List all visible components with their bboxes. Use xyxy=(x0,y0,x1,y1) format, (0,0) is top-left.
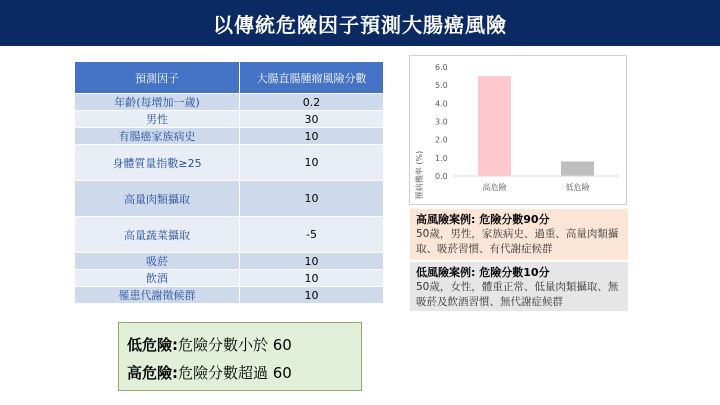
table-row xyxy=(75,94,384,111)
factor-cell: 高量肉類攝取 xyxy=(75,181,240,217)
high-risk-case-box xyxy=(410,209,628,260)
low-risk-case-box xyxy=(410,262,628,311)
low-risk-line xyxy=(127,331,361,359)
risk-threshold-summary xyxy=(118,322,362,391)
low-case-title: 低風險案例: 危險分數10分 xyxy=(416,266,550,279)
slide-title: 以傳統危險因子預測大腸癌風險 xyxy=(213,12,507,37)
factor-cell: 吸菸 xyxy=(75,253,240,270)
score-cell: 10 xyxy=(240,145,384,181)
factor-cell: 男性 xyxy=(75,111,240,128)
y-tick-label: 0.0 xyxy=(435,172,448,181)
factor-cell: 身體質量指數≥25 xyxy=(75,145,240,181)
low-case-desc: 50歲，女性，體重正常、低量肉類攝取、無吸菸及飲酒習慣、無代謝症候群 xyxy=(416,281,619,308)
high-case-desc: 50歲，男性，家族病史、過重、高量肉類攝取、吸菸習慣、有代謝症候群 xyxy=(416,228,619,255)
y-tick-label: 1.0 xyxy=(435,153,448,163)
score-cell: 30 xyxy=(240,111,384,128)
table-row xyxy=(75,217,384,253)
factor-cell: 有腸癌家族病史 xyxy=(75,128,240,145)
table-row xyxy=(75,145,384,181)
score-cell: 10 xyxy=(240,270,384,287)
table-row xyxy=(75,181,384,217)
risk-score-table xyxy=(74,61,384,304)
x-tick-label: 高危險 xyxy=(482,183,507,192)
score-cell: 10 xyxy=(240,253,384,270)
low-risk-label: 低危險: xyxy=(127,336,178,354)
bar-low-risk xyxy=(561,161,594,176)
score-cell: -5 xyxy=(240,217,384,253)
y-tick-label: 4.0 xyxy=(435,99,448,109)
high-case-title: 高風險案例: 危險分數90分 xyxy=(416,213,550,226)
y-axis-label: 罹病機率 (%) xyxy=(415,150,424,200)
score-cell: 0.2 xyxy=(240,94,384,111)
x-tick-label: 低危險 xyxy=(565,183,590,192)
header-factor: 預測因子 xyxy=(75,62,240,94)
probability-chart xyxy=(409,55,627,205)
chart-frame xyxy=(410,56,627,205)
high-risk-label: 高危險: xyxy=(127,364,178,382)
y-tick-label: 6.0 xyxy=(435,63,448,72)
y-tick-label: 5.0 xyxy=(435,81,448,91)
factor-cell: 年齡(每增加一歲) xyxy=(75,94,240,111)
table-row xyxy=(75,128,384,145)
score-cell: 10 xyxy=(240,181,384,217)
table-row xyxy=(75,270,384,287)
factor-cell: 高量蔬菜攝取 xyxy=(75,217,240,253)
title-bar xyxy=(0,0,720,46)
score-cell: 10 xyxy=(240,287,384,304)
chart-svg xyxy=(409,55,627,205)
y-tick-label: 2.0 xyxy=(435,135,448,145)
high-risk-text: 危險分數超過 60 xyxy=(178,364,292,382)
score-cell: 10 xyxy=(240,128,384,145)
low-risk-text: 危險分數小於 60 xyxy=(178,336,292,354)
table-header-row xyxy=(75,62,384,94)
table-row xyxy=(75,111,384,128)
high-risk-line xyxy=(127,359,361,387)
table-row xyxy=(75,253,384,270)
factor-cell: 飲酒 xyxy=(75,270,240,287)
bar-high-risk xyxy=(478,76,511,176)
header-score: 大腸直腸腫瘤風險分數 xyxy=(240,62,384,94)
y-tick-label: 3.0 xyxy=(435,117,448,127)
table-row xyxy=(75,287,384,304)
factor-cell: 罹患代謝徵候群 xyxy=(75,287,240,304)
